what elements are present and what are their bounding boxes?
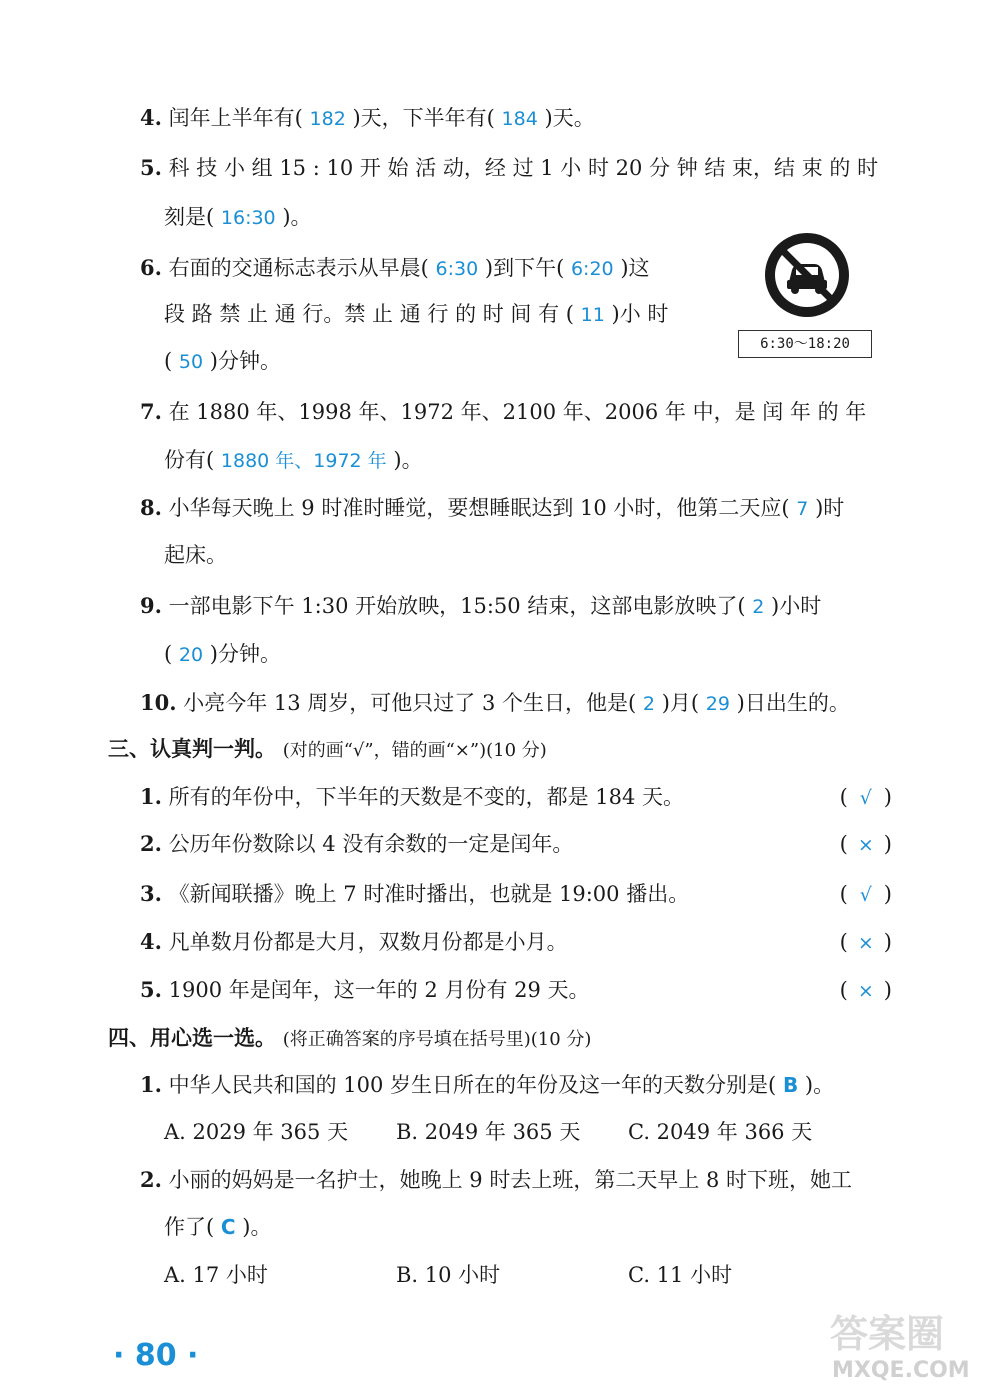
question-6	[140, 253, 650, 283]
question-text: 一部电影下午 1:30 开始放映，15:50 结束，这部电影放映了(	[168, 594, 746, 618]
judge-answer-2	[840, 829, 892, 860]
question-number: 5.	[140, 155, 162, 180]
judge-item-2	[140, 829, 573, 859]
judge-mark: √	[859, 884, 872, 906]
judge-answer-3	[840, 879, 892, 910]
judge-item-3	[140, 879, 689, 909]
question-number: 6.	[140, 255, 162, 280]
page-number: · 80 ·	[113, 1338, 199, 1373]
judge-mark: ×	[857, 932, 874, 954]
paren-close: )	[883, 832, 892, 856]
question-text: 凡单数月份都是大月，双数月份都是小月。	[168, 930, 568, 954]
answer: 20	[178, 644, 204, 666]
answer: B	[782, 1073, 799, 1097]
question-text: )时	[815, 496, 845, 520]
answer: 2	[642, 693, 655, 715]
question-number: 2.	[140, 831, 162, 856]
question-text: 公历年份数除以 4 没有余数的一定是闰年。	[168, 832, 574, 856]
paren-close: )	[883, 882, 892, 906]
question-text: )到下午(	[484, 256, 565, 280]
question-text: )天，下半年有(	[352, 106, 495, 130]
question-text: )。	[282, 205, 312, 229]
question-number: 5.	[140, 977, 162, 1002]
question-text: 中华人民共和国的 100 岁生日所在的年份及这一年的天数分别是(	[168, 1073, 777, 1097]
answer: 11	[580, 304, 605, 326]
question-number: 3.	[140, 881, 162, 906]
question-text: )。	[804, 1073, 835, 1097]
judge-item-5	[140, 975, 590, 1005]
question-9	[140, 591, 821, 621]
paren-close: )	[883, 978, 892, 1002]
question-8-cont	[164, 540, 227, 570]
question-text: 小华每天晚上 9 时准时睡觉，要想睡眠达到 10 小时，他第二天应(	[168, 496, 790, 520]
no-vehicles-sign-icon	[762, 230, 852, 320]
question-number: 10.	[140, 690, 177, 715]
question-number: 4.	[140, 105, 162, 130]
answer: 16:30	[220, 207, 276, 229]
option-b: B. 10 小时	[396, 1263, 501, 1287]
question-text: 《新闻联播》晚上 7 时准时播出，也就是 19:00 播出。	[168, 882, 690, 906]
paren-close: )	[883, 785, 892, 809]
answer: 182	[309, 108, 346, 130]
judge-answer-5	[840, 975, 892, 1006]
sign-caption: 6:30～18:20	[738, 330, 872, 358]
choice-question-2	[140, 1165, 852, 1195]
question-text: )天。	[544, 106, 595, 130]
question-number: 9.	[140, 593, 162, 618]
paren-open: (	[839, 930, 848, 954]
question-text: )日出生的。	[736, 691, 850, 715]
question-text: )分钟。	[209, 349, 281, 373]
section-3-heading	[108, 734, 547, 764]
judge-answer-4	[840, 927, 892, 958]
answer: C	[220, 1215, 236, 1239]
answer: 6:20	[570, 258, 614, 280]
question-7-cont	[164, 445, 423, 475]
option-a: A. 17 小时	[164, 1263, 268, 1287]
answer: 184	[501, 108, 538, 130]
watermark-line2: MXQE.COM	[832, 1358, 970, 1383]
option-b: B. 2049 年 365 天	[396, 1120, 581, 1144]
question-text: 小亮今年 13 周岁，可他只过了 3 个生日，他是(	[183, 691, 637, 715]
question-number: 4.	[140, 929, 162, 954]
paren-open: (	[839, 978, 848, 1002]
question-4	[140, 103, 595, 133]
judge-mark: ×	[857, 980, 874, 1002]
paren-open: (	[839, 832, 848, 856]
answer: 50	[178, 351, 204, 373]
question-text: 份有(	[164, 448, 215, 472]
question-number: 1.	[140, 784, 162, 809]
paren-open: (	[839, 882, 848, 906]
question-10	[140, 688, 850, 718]
section-note: (对的画“√”，错的画“×”)(10 分)	[282, 740, 547, 761]
answer: 29	[705, 693, 730, 715]
paren-close: )	[883, 930, 892, 954]
question-6-cont2	[164, 346, 281, 376]
question-text: 科 技 小 组 15 : 10 开 始 活 动，经 过 1 小 时 20 分 钟 结 束，结 束 的 时	[168, 156, 879, 180]
judge-answer-1	[840, 782, 892, 813]
judge-item-4	[140, 927, 568, 957]
question-text: 刻是(	[164, 205, 215, 229]
question-number: 8.	[140, 495, 162, 520]
question-text: 小丽的妈妈是一名护士，她晚上 9 时去上班，第二天早上 8 时下班，她工	[168, 1168, 853, 1192]
watermark-line1: 答案圈	[830, 1312, 945, 1356]
choice-options-2	[164, 1260, 732, 1290]
answer: 7	[796, 498, 809, 520]
option-c: C. 11 小时	[628, 1263, 733, 1287]
question-number: 7.	[140, 399, 162, 424]
question-text: (	[164, 349, 173, 373]
watermark-icon	[822, 1305, 992, 1385]
question-text: 在 1880 年、1998 年、1972 年、2100 年、2006 年 中，是 闰 年 的 年	[168, 400, 867, 424]
watermark-logo	[822, 1305, 992, 1385]
question-6-cont	[164, 299, 668, 329]
choice-options-1	[164, 1117, 812, 1147]
question-text: )。	[393, 448, 423, 472]
question-text: (	[164, 642, 173, 666]
question-text: )分钟。	[209, 642, 281, 666]
answer: 1880 年、1972 年	[220, 450, 387, 472]
question-9-cont	[164, 639, 281, 669]
question-text: 作了(	[164, 1215, 215, 1239]
question-text: 段 路 禁 止 通 行。禁 止 通 行 的 时 间 有 (	[164, 302, 574, 326]
answer: 6:30	[435, 258, 479, 280]
judge-mark: ×	[857, 834, 874, 856]
question-5	[140, 153, 878, 183]
question-number: 1.	[140, 1072, 162, 1097]
judge-item-1	[140, 782, 684, 812]
question-text: 起床。	[164, 543, 227, 567]
question-5-cont	[164, 202, 312, 232]
question-8	[140, 493, 844, 523]
answer: 2	[752, 596, 765, 618]
paren-open: (	[839, 785, 848, 809]
section-title: 四、用心选一选。	[108, 1025, 276, 1050]
choice-question-2-cont	[164, 1212, 271, 1242]
question-text: )小时	[771, 594, 822, 618]
question-text: )月(	[661, 691, 700, 715]
section-note: (将正确答案的序号填在括号里)(10 分)	[282, 1029, 592, 1050]
option-a: A. 2029 年 365 天	[164, 1120, 349, 1144]
question-text: )这	[620, 256, 650, 280]
question-7	[140, 397, 866, 427]
section-4-heading	[108, 1023, 591, 1053]
question-text: 所有的年份中，下半年的天数是不变的，都是 184 天。	[168, 785, 685, 809]
section-title: 三、认真判一判。	[108, 736, 276, 761]
question-text: )。	[242, 1215, 272, 1239]
question-text: )小 时	[611, 302, 669, 326]
question-text: 右面的交通标志表示从早晨(	[168, 256, 429, 280]
choice-question-1	[140, 1070, 834, 1100]
option-c: C. 2049 年 366 天	[628, 1120, 813, 1144]
question-text: 1900 年是闰年，这一年的 2 月份有 29 天。	[168, 978, 590, 1002]
question-number: 2.	[140, 1167, 162, 1192]
question-text: 闰年上半年有(	[168, 106, 303, 130]
judge-mark: √	[859, 787, 872, 809]
